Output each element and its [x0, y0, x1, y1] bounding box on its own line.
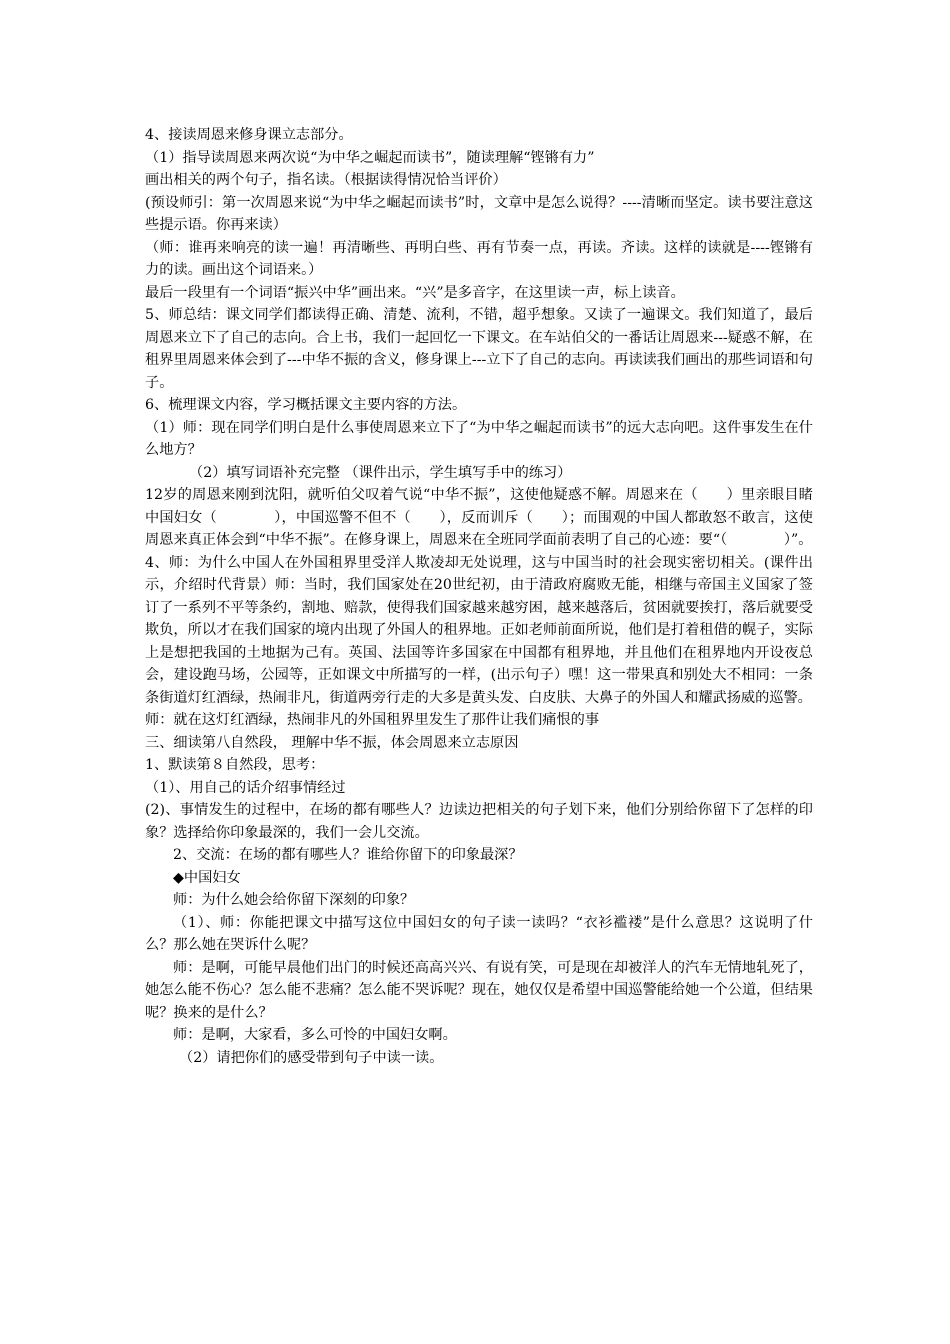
- fill-in-exercise: 12岁的周恩来刚到沈阳，就听伯父叹着气说“中华不振”，这使他疑惑不解。周恩来在（ ）里亲眼目睹中国妇女（ ），中国巡警不但不（ ），反而训斥（ ）；而围观的中国人都敢怒不敢言，这使周恩来真正体会到“中华不振”。在修身课上，周恩来在全班同学面前表明了自己的心迹：要“（ ）”。: [145, 487, 813, 548]
- paragraph: 2、交流：在场的都有哪些人？谁给你留下的印象最深？: [173, 847, 523, 863]
- paragraph: （2）请把你们的感受带到句子中读一读。: [179, 1049, 444, 1066]
- paragraph: 最后一段里有一个词语“振兴中华”画出来。“兴”是多音字，在这里读一声，标上读音。: [145, 284, 685, 301]
- paragraph: 师：是啊，大家看，多么可怜的中国妇女啊。: [173, 1027, 457, 1043]
- paragraph: (预设师引：第一次周恩来说“为中华之崛起而读书”时，文章中是怎么说得？----清晰而坚定。读书要注意这些提示语。你再来读）: [145, 194, 813, 233]
- paragraph: （1）师：现在同学们明白是什么事使周恩来立下了“为中华之崛起而读书”的远大志向吧。这件事发生在什么地方？: [145, 419, 813, 458]
- paragraph: 画出相关的两个句子，指名读。（根据读得情况恰当评价）: [145, 172, 507, 188]
- paragraph: （师：谁再来响亮的读一遍！再清晰些、再明白些、再有节奏一点，再读。齐读。这样的读就是----铿锵有力的读。画出这个词语来。）: [145, 239, 813, 278]
- paragraph: 1、默读第８自然段，思考：: [145, 757, 325, 773]
- paragraph: 4、接读周恩来修身课立志部分。: [145, 127, 353, 143]
- paragraph: 6、梳理课文内容，学习概括课文主要内容的方法。: [145, 397, 467, 413]
- paragraph: 5、师总结：课文同学们都读得正确、清楚、流利，不错，超乎想象。又读了一遍课文。我们知道了，最后周恩来立下了自己的志向。合上书，我们一起回忆一下课文。在车站伯父的一番话让周恩来---疑惑不解，在租界里周恩来体会到了---中华不振的含义，修身课上---立下了自己的志向。再读读我们画出的那些词语和句子。: [145, 307, 813, 391]
- paragraph: (2)、事情发生的过程中，在场的都有哪些人？边读边把相关的句子划下来，他们分别给你留下了怎样的印象？选择给你印象最深的，我们一会儿交流。: [145, 802, 813, 841]
- document-body: [145, 124, 813, 1069]
- paragraph: （2）填写词语补充完整 （课件出示，学生填写手中的练习）: [189, 464, 572, 481]
- paragraph: （1）、用自己的话介绍事情经过: [145, 779, 346, 796]
- paragraph: （1）指导读周恩来两次说“为中华之崛起而读书”，随读理解“铿锵有力”: [145, 149, 595, 166]
- paragraph: 师：是啊，可能早晨他们出门的时候还高高兴兴、有说有笑，可是现在却被洋人的汽车无情地轧死了，她怎么能不伤心？怎么能不悲痛？怎么能不哭诉呢？现在，她仅仅是希望中国巡警能给她一个公道，但结果呢？换来的是什么？: [145, 959, 813, 1021]
- subheading-chinese-woman: ◆中国妇女: [173, 869, 241, 886]
- paragraph: 师：为什么她会给你留下深刻的印象？: [173, 892, 415, 908]
- paragraph: （1）、师：你能把课文中描写这位中国妇女的句子读一读吗？“衣衫褴褛”是什么意思？这说明了什么？那么她在哭诉什么呢？: [145, 914, 813, 953]
- section-heading: 三、细读第八自然段， 理解中华不振，体会周恩来立志原因: [145, 734, 519, 751]
- paragraph: 4、师：为什么中国人在外国租界里受洋人欺凌却无处说理，这与中国当时的社会现实密切相关。(课件出示，介绍时代背景）师：当时，我们国家处在20世纪初，由于清政府腐败无能，相继与帝国主义国家了签订了一系列不平等条约，割地、赔款，使得我们国家越来越穷困，越来越落后，贫困就要挨打，落后就要受欺负，所以才在我们国家的境内出现了外国人的租界地。正如老师前面所说，他们是打着租借的幌子，实际上是想把我国的土地据为己有。英国、法国等许多国家在中国都有租界地，并且他们在租界地内开设夜总会，建设跑马场，公园等，正如课文中所描写的一样，(出示句子）嘿！这一带果真和别处大不相同：一条条街道灯红酒绿，热闹非凡，街道两旁行走的大多是黄头发、白皮肤、大鼻子的外国人和耀武扬威的巡警。: [145, 554, 813, 706]
- paragraph: 师：就在这灯红酒绿，热闹非凡的外国租界里发生了那件让我们痛恨的事: [145, 712, 600, 728]
